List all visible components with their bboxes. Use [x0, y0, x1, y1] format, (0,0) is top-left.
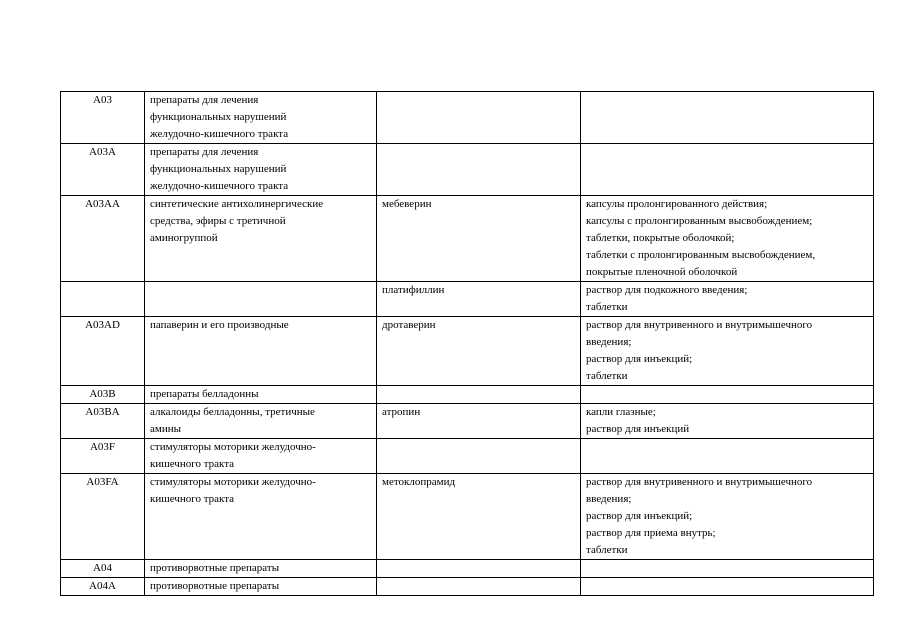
drug-name-cell: атропин	[377, 404, 581, 439]
dosage-forms-cell: раствор для внутривенного и внутримышечного введения; раствор для инъекций; таблетки	[581, 317, 874, 386]
group-name-cell: препараты для лечения функциональных нарушений желудочно-кишечного тракта	[145, 92, 377, 144]
group-name-cell: стимуляторы моторики желудочно- кишечного тракта	[145, 439, 377, 474]
table-row	[61, 282, 874, 317]
table-row	[61, 439, 874, 474]
dosage-forms-cell	[581, 578, 874, 596]
atc-code-cell: A03AD	[61, 317, 145, 386]
drug-name-cell: платифиллин	[377, 282, 581, 317]
group-name-cell	[145, 282, 377, 317]
group-name-cell: препараты для лечения функциональных нарушений желудочно-кишечного тракта	[145, 144, 377, 196]
dosage-forms-cell	[581, 92, 874, 144]
drug-name-cell	[377, 92, 581, 144]
atc-code-cell: A03BA	[61, 404, 145, 439]
atc-code-cell: A04A	[61, 578, 145, 596]
atc-code-cell: A04	[61, 560, 145, 578]
group-name-cell: стимуляторы моторики желудочно- кишечного тракта	[145, 474, 377, 560]
dosage-forms-cell	[581, 144, 874, 196]
atc-code-cell: A03	[61, 92, 145, 144]
drug-classification-table	[60, 91, 874, 596]
drug-name-cell	[377, 386, 581, 404]
group-name-cell: противорвотные препараты	[145, 560, 377, 578]
table-row	[61, 196, 874, 282]
drug-name-cell: дротаверин	[377, 317, 581, 386]
dosage-forms-cell: раствор для внутривенного и внутримышечного введения; раствор для инъекций; раствор для приема внутрь; таблетки	[581, 474, 874, 560]
atc-code-cell: A03A	[61, 144, 145, 196]
group-name-cell: алкалоиды белладонны, третичные амины	[145, 404, 377, 439]
table-row	[61, 317, 874, 386]
drug-name-cell	[377, 144, 581, 196]
table-row	[61, 578, 874, 596]
drug-name-cell: мебеверин	[377, 196, 581, 282]
table-body	[61, 92, 874, 596]
atc-code-cell: A03FA	[61, 474, 145, 560]
group-name-cell: синтетические антихолинергические средства, эфиры с третичной аминогруппой	[145, 196, 377, 282]
table-row	[61, 144, 874, 196]
table-row	[61, 386, 874, 404]
group-name-cell: препараты белладонны	[145, 386, 377, 404]
drug-name-cell: метоклопрамид	[377, 474, 581, 560]
dosage-forms-cell: капли глазные; раствор для инъекций	[581, 404, 874, 439]
atc-code-cell: A03F	[61, 439, 145, 474]
atc-code-cell: A03B	[61, 386, 145, 404]
atc-code-cell: A03AA	[61, 196, 145, 282]
group-name-cell: папаверин и его производные	[145, 317, 377, 386]
atc-code-cell	[61, 282, 145, 317]
drug-name-cell	[377, 578, 581, 596]
dosage-forms-cell: капсулы пролонгированного действия; капсулы с пролонгированным высвобождением; таблетки, покрытые оболочкой; таблетки с пролонгированным высвобождением, покрытые пленочной оболочкой	[581, 196, 874, 282]
dosage-forms-cell: раствор для подкожного введения; таблетки	[581, 282, 874, 317]
table-row	[61, 92, 874, 144]
drug-name-cell	[377, 560, 581, 578]
group-name-cell: противорвотные препараты	[145, 578, 377, 596]
dosage-forms-cell	[581, 386, 874, 404]
dosage-forms-cell	[581, 439, 874, 474]
table-row	[61, 560, 874, 578]
table-row	[61, 404, 874, 439]
dosage-forms-cell	[581, 560, 874, 578]
drug-name-cell	[377, 439, 581, 474]
table-row	[61, 474, 874, 560]
